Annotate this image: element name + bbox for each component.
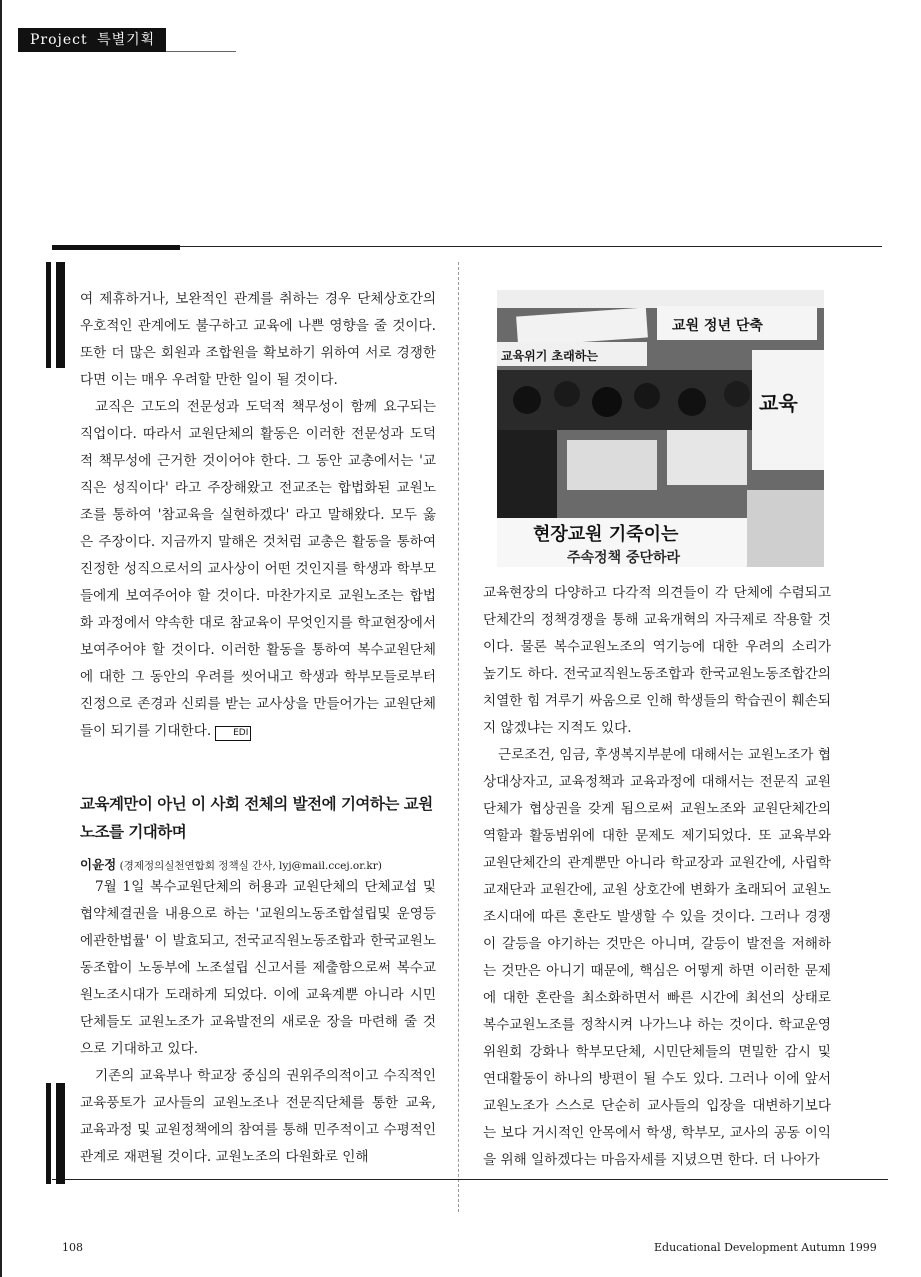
protest-photo	[497, 290, 824, 567]
body-paragraph: 교직은 고도의 전문성과 도덕적 책무성이 함께 요구되는 직업이다. 따라서 교원단체의 활동은 이러한 전문성과 도덕적 책무성에 근거한 것이어야 한다. 그 동안 교총에서는 '교직은 성직이다' 라고 주장해왔고 전교조는 합법화된 교원노조를 통하여 '참교육을 실현하겠다' 라고 말해왔다. 모두 옳은 주장이다. 지금까지 말해온 것처럼 교총은 활동을 통하여 진정한 성직으로서의 교사상이 어떤 것인지를 학생과 학부모들에게 보여주어야 할 것이다. 마찬가지로 교원노조는 합법화 과정에서 약속한 대로 참교육이 무엇인지를 학교현장에서 보여주어야 할 것이다. 이러한 활동을 통하여 복수교원단체에 대한 그 동안의 우려를 씻어내고 학생과 학부모들로부터 진정으로 존경과 신뢰를 받는 교사상을 만들어가는 교원단체들이 되기를 기대한다. EDI	[80, 399, 436, 739]
top-rule-accent	[52, 245, 180, 250]
section-tag-korean: 특별기획	[97, 32, 156, 48]
photo-banner-sub: 주속정책 중단하라	[567, 550, 681, 566]
left-column-text	[80, 286, 436, 745]
section-tag	[18, 28, 166, 52]
end-mark-icon: EDI	[215, 726, 251, 741]
body-paragraph: 여 제휴하거나, 보완적인 관계를 취하는 경우 단체상호간의 우호적인 관계에도 불구하고 교육에 나쁜 영향을 줄 것이다. 또한 더 많은 회원과 조합원을 확보하기 위하여 서로 경쟁한다면 이는 매우 우려할 만한 일이 될 것이다.	[80, 291, 436, 388]
photo-banner-top: 교원 정년 단축	[672, 318, 763, 334]
article-byline	[80, 857, 436, 874]
page-edge-line	[0, 0, 2, 1277]
author-info: (경제정의실천연합회 정책실 간사, lyj@mail.ccej.or.kr)	[119, 860, 382, 872]
section-tag-english: Project	[30, 32, 88, 48]
right-column-text	[483, 580, 831, 1174]
photo-banner-left: 교육위기 초래하는	[501, 349, 598, 363]
left-accent-bar-bottom	[46, 1083, 51, 1184]
article-body-text	[80, 874, 436, 1171]
section-tag-rule	[166, 51, 236, 52]
left-accent-bar-top	[46, 262, 51, 368]
body-paragraph: 교육현장의 다양하고 다각적 의견들이 각 단체에 수렴되고 단체간의 정책경쟁을 통해 교육개혁의 자극제로 작용할 것이다. 물론 복수교원노조의 역기능에 대한 우려의 소리가 높기도 하다. 전국교직원노동조합과 한국교원노동조합간의 치열한 힘 겨루기 싸움으로 인해 학생들의 학습권이 훼손되지 않겠냐는 지적도 있다.	[483, 585, 831, 736]
photo-banner-main: 현장교원 기죽이는	[533, 524, 679, 545]
body-paragraph: 7월 1일 복수교원단체의 허용과 교원단체의 단체교섭 및 협약체결권을 내용으로 하는 '교원의노동조합설립및 운영등에관한법률' 이 발효되고, 전국교직원노동조합과 한국교원노동조합이 노동부에 노조설립 신고서를 제출함으로써 복수교원노조시대가 도래하게 되었다. 이에 교육계뿐 아니라 시민단체들도 교원노조가 교육발전의 새로운 장을 마련해 줄 것으로 기대하고 있다.	[80, 879, 436, 1057]
left-accent-bar-top-thick	[56, 262, 65, 368]
body-paragraph: 기존의 교육부나 학교장 중심의 권위주의적이고 수직적인 교육풍토가 교사들의 교원노조나 전문직단체를 통한 교육, 교육과정 및 교원정책에의 참여를 통해 민주적이고 수평적인 관계로 재편될 것이다. 교원노조의 다원화로 인해	[80, 1068, 436, 1165]
bottom-rule	[52, 1179, 888, 1180]
column-divider	[458, 262, 459, 1212]
author-name: 이윤정	[80, 857, 117, 872]
protest-photo-illustration	[497, 290, 824, 567]
photo-banner-right: 교육	[759, 391, 798, 415]
left-accent-bar-bottom-thick	[56, 1083, 65, 1184]
body-paragraph: 근로조건, 임금, 후생복지부분에 대해서는 교원노조가 협상대상자고, 교육정책과 교육과정에 대해서는 전문직 교원단체가 협상권을 갖게 됨으로써 교원노조와 교원단체간의 역할과 활동범위에 대한 문제도 제기되었다. 또 교육부와 교원단체간의 관계뿐만 아니라 학교장과 교원간에, 사립학교재단과 교원간에, 교원 상호간에 변화가 초래되어 교원노조시대에 따른 혼란도 발생할 수 있을 것이다. 그러나 경쟁이 갈등을 야기하는 것만은 아니며, 갈등이 발전을 저해하는 것만은 아니기 때문에, 핵심은 어떻게 하면 이러한 문제에 대한 혼란을 최소화하면서 빠른 시간에 최선의 상태로 복수교원노조를 정착시켜 나가느냐 하는 것이다. 학교운영위원회 강화나 학부모단체, 시민단체들의 면밀한 감시 및 연대활동이 하나의 방편이 될 수도 있다. 그러나 이에 앞서 교원노조가 스스로 단순히 교사들의 입장을 대변하기보다는 보다 거시적인 안목에서 학생, 학부모, 교사의 공동 이익을 위해 일하겠다는 마음자세를 지녔으면 한다. 더 나아가	[483, 747, 831, 1168]
article-title: 교육계만이 아닌 이 사회 전체의 발전에 기여하는 교원노조를 기대하며	[80, 795, 433, 841]
page-number: 108	[62, 1241, 83, 1254]
journal-footer: Educational Development Autumn 1999	[654, 1241, 877, 1254]
